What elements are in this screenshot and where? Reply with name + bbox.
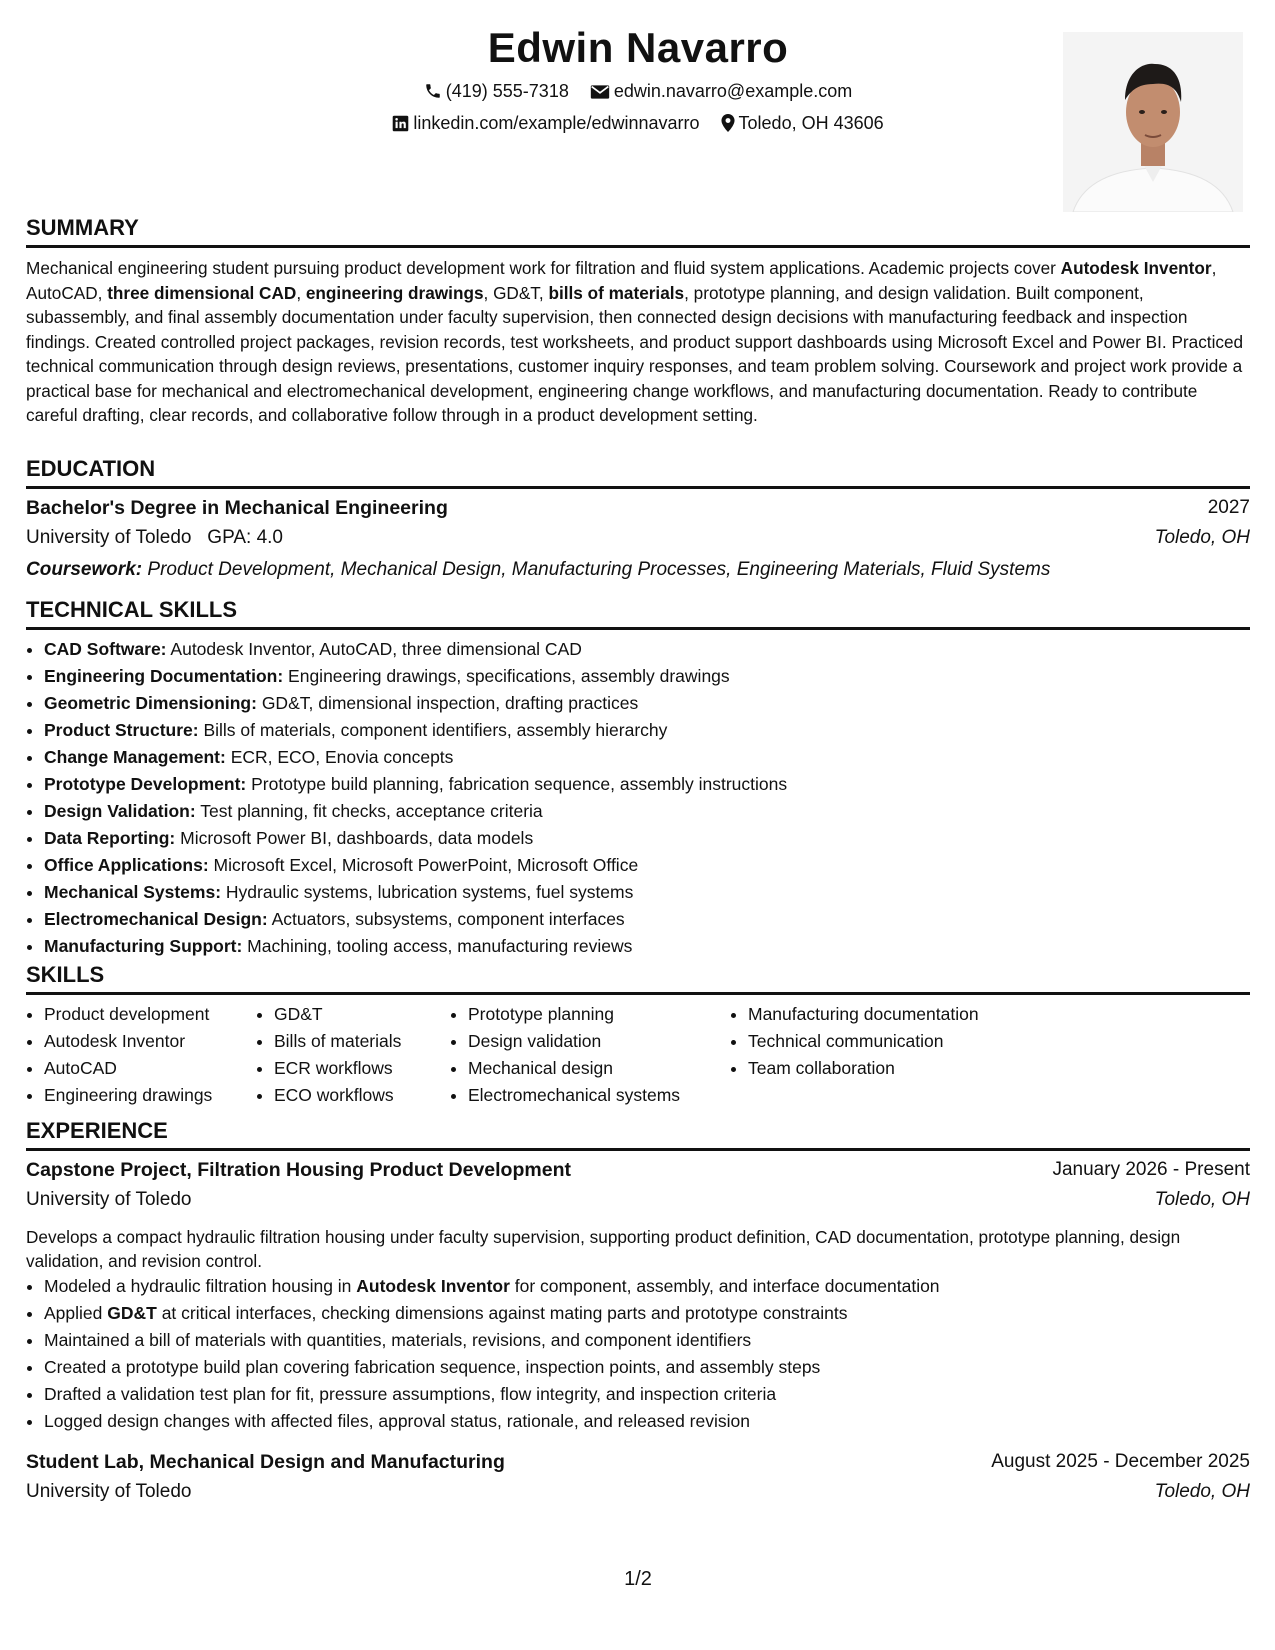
text-segment: Applied: [44, 1303, 108, 1323]
job-organization: University of Toledo: [26, 1481, 192, 1502]
technical-skill-value: Test planning, fit checks, acceptance criteria: [195, 801, 543, 821]
technical-skill-label: Design Validation:: [44, 801, 196, 821]
technical-skill-label: Mechanical Systems:: [44, 882, 222, 902]
job-entry: [26, 1451, 1250, 1511]
job-bullet: [44, 1273, 1250, 1300]
skill-item: • Autodesk Inventor: [44, 1028, 256, 1055]
text-segment: Mechanical engineering student pursuing product development work for filtration and fluid system applications. Academic projects cover: [26, 258, 1061, 278]
technical-skill-value: Actuators, subsystems, component interfaces: [267, 909, 625, 929]
technical-skill-item: [44, 879, 1250, 906]
technical-skill-item: [44, 852, 1250, 879]
skill-item: • Technical communication: [748, 1028, 1048, 1055]
skill-item: • Engineering drawings: [44, 1082, 256, 1109]
resume-page: [26, 0, 1250, 1650]
bold-text: GD&T: [107, 1303, 157, 1323]
technical-skill-label: Data Reporting:: [44, 828, 176, 848]
technical-skill-value: Microsoft Excel, Microsoft PowerPoint, Microsoft Office: [208, 855, 639, 875]
skill-item: • Manufacturing documentation: [748, 1001, 1048, 1028]
envelope-icon: [590, 84, 610, 100]
technical-skill-label: Prototype Development:: [44, 774, 247, 794]
linkedin-item: [392, 113, 699, 134]
text-segment: Modeled a hydraulic filtration housing in: [44, 1276, 357, 1296]
skill-item: • Design validation: [468, 1028, 730, 1055]
job-location: Toledo, OH: [1154, 1481, 1250, 1502]
skill-item: • ECR workflows: [274, 1055, 450, 1082]
job-bullet: [44, 1408, 1250, 1435]
job-bullets: [26, 1273, 1250, 1435]
gpa: GPA: 4.0: [207, 527, 283, 548]
graduation-year: 2027: [1207, 497, 1250, 518]
job-bullet: [44, 1327, 1250, 1354]
technical-skill-value: Machining, tooling access, manufacturing reviews: [242, 936, 633, 956]
school-name: University of Toledo: [26, 527, 192, 548]
location-item: [721, 113, 884, 134]
technical-skill-value: Microsoft Power BI, dashboards, data models: [175, 828, 534, 848]
skill-item: • Electromechanical systems: [468, 1082, 730, 1109]
skills-heading: SKILLS: [26, 962, 1250, 995]
technical-skill-item: [44, 933, 1250, 960]
email-link[interactable]: edwin.navarro@example.com: [613, 80, 853, 101]
job-role: Capstone Project, Filtration Housing Product Development: [26, 1159, 571, 1181]
text-segment: ,: [296, 282, 306, 303]
job-dates: January 2026 - Present: [1052, 1159, 1250, 1180]
technical-skill-label: Manufacturing Support:: [44, 936, 243, 956]
technical-skills-section: [26, 597, 1250, 960]
phone-icon: [424, 82, 442, 100]
school-row: [26, 527, 1250, 557]
text-segment: at critical interfaces, checking dimensions against mating parts and prototype constraints: [156, 1303, 848, 1323]
skill-item: • Team collaboration: [748, 1055, 1048, 1082]
map-pin-icon: [721, 114, 735, 132]
technical-skill-label: Product Structure:: [44, 720, 199, 740]
technical-skill-label: Office Applications:: [44, 855, 209, 875]
technical-skill-label: Change Management:: [44, 747, 226, 767]
skill-item: • Prototype planning: [468, 1001, 730, 1028]
experience-heading: EXPERIENCE: [26, 1118, 1250, 1151]
skill-item: • AutoCAD: [44, 1055, 256, 1082]
technical-skill-value: Prototype build planning, fabrication sequence, assembly instructions: [246, 774, 788, 794]
bold-text: three dimensional CAD: [107, 282, 297, 303]
technical-skill-value: Hydraulic systems, lubrication systems, fuel systems: [221, 882, 634, 902]
bold-text: Autodesk Inventor: [356, 1276, 510, 1296]
job-title-row: [26, 1451, 1250, 1481]
text-segment: , GD&T,: [483, 282, 549, 303]
page-number: 1/2: [624, 1568, 652, 1590]
profile-photo: [1063, 32, 1243, 212]
text-segment: for component, assembly, and interface documentation: [509, 1276, 940, 1296]
bold-text: bills of materials: [548, 282, 685, 303]
text-segment: , AutoCAD,: [26, 258, 1217, 303]
summary-section: [26, 215, 1250, 428]
bold-text: engineering drawings: [305, 282, 484, 303]
candidate-name: Edwin Navarro: [487, 24, 789, 71]
technical-skill-item: [44, 825, 1250, 852]
school-info: [26, 527, 283, 549]
technical-skills-heading: TECHNICAL SKILLS: [26, 597, 1250, 630]
skill-item: • Bills of materials: [274, 1028, 450, 1055]
job-entry: [26, 1159, 1250, 1435]
technical-skill-value: Autodesk Inventor, AutoCAD, three dimensional CAD: [166, 639, 582, 659]
skill-item: • ECO workflows: [274, 1082, 450, 1109]
phone-text[interactable]: (419) 555-7318: [445, 80, 569, 101]
job-description: Develops a compact hydraulic filtration housing under faculty supervision, supporting product definition, CAD documentation, prototype planning, design validation, and revision control.: [26, 1227, 1181, 1271]
skills-column: [730, 1001, 1048, 1109]
coursework-list: Product Development, Mechanical Design, Manufacturing Processes, Engineering Materials, Fluid Systems: [147, 559, 1051, 580]
email-item: [590, 81, 852, 102]
coursework: [26, 559, 1250, 581]
technical-skill-item: [44, 798, 1250, 825]
education-heading: EDUCATION: [26, 456, 1250, 489]
technical-skill-label: Geometric Dimensioning:: [44, 693, 257, 713]
technical-skill-item: [44, 744, 1250, 771]
technical-skill-label: CAD Software:: [44, 639, 167, 659]
text-segment: , prototype planning, and design validation. Built component, subassembly, and final assembly documentation under faculty supervision, then connected design decisions with manufacturing feedback and inspection findings. Created controlled project packages, revision records, test worksheets, and product support dashboards using Microsoft Excel and Power BI. Practiced technical communication through design reviews, presentations, customer inquiry responses, and team problem solving. Coursework and project work provide a practical base for mechanical and electromechanical development, engineering change workflows, and manufacturing documentation. Ready to contribute careful drafting, clear records, and collaborative follow through in a product development setting.: [26, 282, 1244, 425]
skill-item: • Mechanical design: [468, 1055, 730, 1082]
job-title-row: [26, 1159, 1250, 1189]
technical-skill-item: [44, 663, 1250, 690]
job-bullet: [44, 1354, 1250, 1381]
technical-skill-item: [44, 771, 1250, 798]
phone-item: [424, 81, 569, 102]
technical-skill-label: Engineering Documentation:: [44, 666, 284, 686]
job-organization: University of Toledo: [26, 1189, 192, 1210]
job-bullet: [44, 1381, 1250, 1408]
header: [26, 0, 1250, 215]
summary-paragraph: [26, 256, 1250, 428]
skills-section: [26, 962, 1250, 1109]
technical-skill-value: Bills of materials, component identifiers, assembly hierarchy: [198, 720, 668, 740]
job-bullet: [44, 1300, 1250, 1327]
jobs-list: [26, 1159, 1250, 1511]
bold-text: Autodesk Inventor: [1060, 258, 1212, 278]
text-segment: Logged design changes with affected files, approval status, rationale, and released revision: [44, 1411, 750, 1431]
job-location: Toledo, OH: [1154, 1189, 1250, 1210]
location-text: Toledo, OH 43606: [738, 112, 884, 133]
text-segment: Created a prototype build plan covering fabrication sequence, inspection points, and assembly steps: [44, 1357, 821, 1377]
technical-skill-item: [44, 717, 1250, 744]
job-org-row: [26, 1189, 1250, 1219]
degree-row: [26, 497, 1250, 527]
experience-section: [26, 1118, 1250, 1511]
job-org-row: [26, 1481, 1250, 1511]
technical-skill-label: Electromechanical Design:: [44, 909, 268, 929]
skills-column: [26, 1001, 256, 1109]
skill-item: • GD&T: [274, 1001, 450, 1028]
technical-skill-item: [44, 906, 1250, 933]
text-segment: Maintained a bill of materials with quantities, materials, revisions, and component identifiers: [44, 1330, 752, 1350]
education-section: [26, 456, 1250, 581]
coursework-label: Coursework:: [26, 559, 143, 580]
skills-grid: [26, 1001, 1250, 1109]
skills-column: [450, 1001, 730, 1109]
linkedin-icon: [392, 115, 409, 132]
linkedin-link[interactable]: linkedin.com/example/edwinnavarro: [413, 112, 700, 133]
job-role: Student Lab, Mechanical Design and Manufacturing: [26, 1451, 505, 1473]
job-dates: August 2025 - December 2025: [991, 1451, 1250, 1472]
skill-item: • Product development: [44, 1001, 256, 1028]
school-location: Toledo, OH: [1154, 527, 1250, 548]
technical-skill-value: GD&T, dimensional inspection, drafting practices: [256, 693, 639, 713]
text-segment: Drafted a validation test plan for fit, pressure assumptions, flow integrity, and inspection criteria: [44, 1384, 777, 1404]
technical-skill-value: ECR, ECO, Enovia concepts: [225, 747, 454, 767]
summary-heading: SUMMARY: [26, 215, 1250, 248]
technical-skill-item: [44, 636, 1250, 663]
degree-title: Bachelor's Degree in Mechanical Engineering: [26, 497, 448, 519]
technical-skill-value: Engineering drawings, specifications, assembly drawings: [283, 666, 730, 686]
technical-skills-list: [26, 636, 1250, 960]
technical-skill-item: [44, 690, 1250, 717]
skills-column: [256, 1001, 450, 1109]
